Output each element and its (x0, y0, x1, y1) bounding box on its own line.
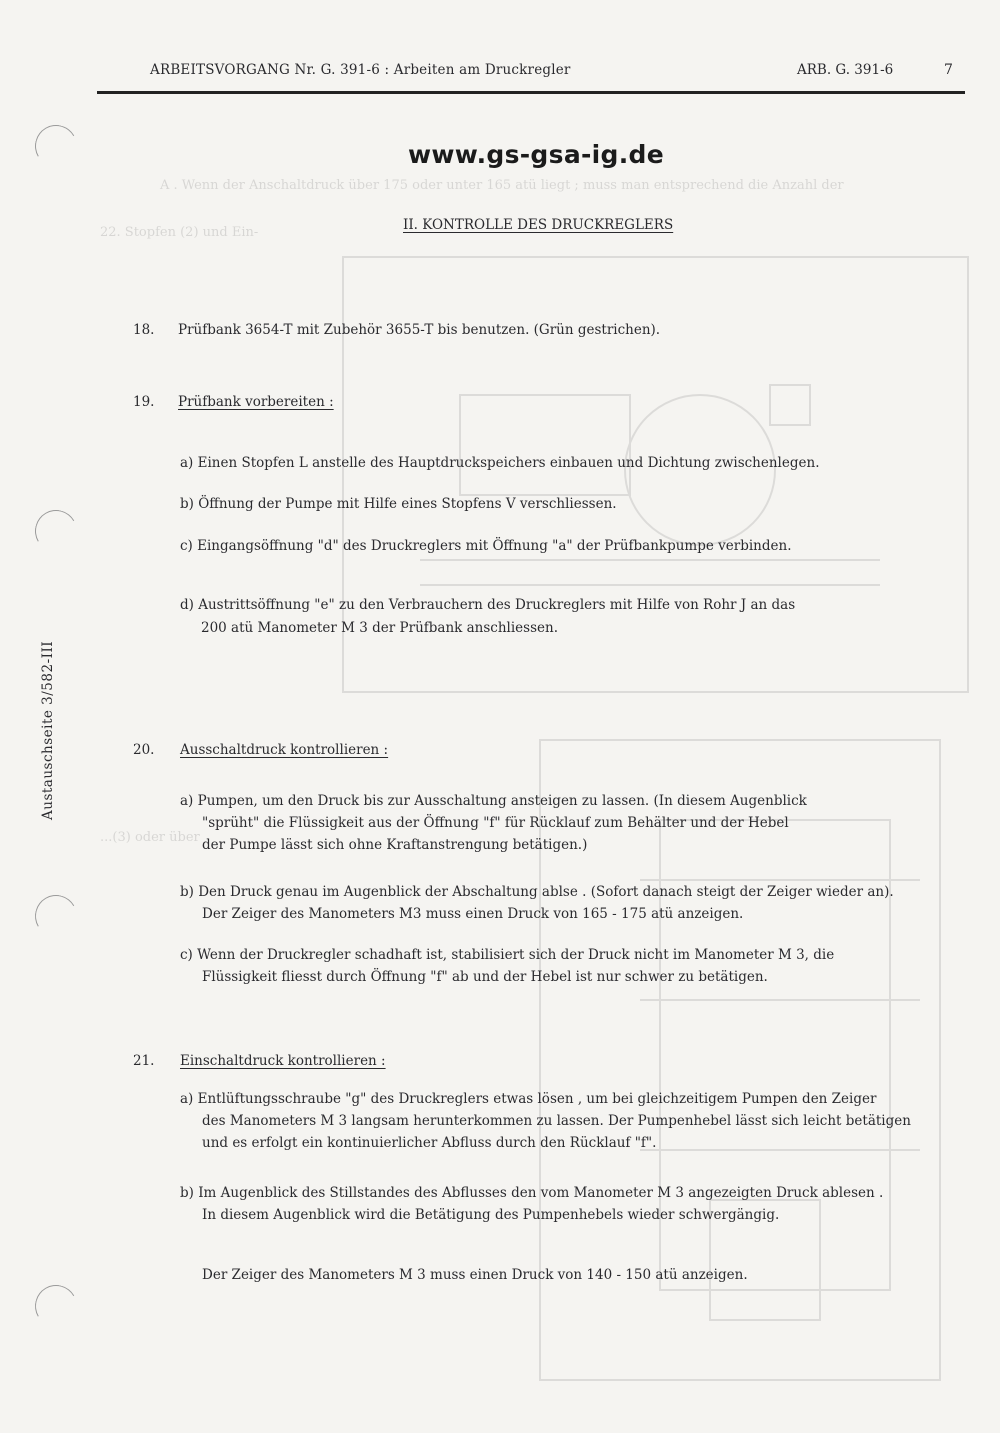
step-item-continued: des Manometers M 3 langsam herunterkommen zu lassen. Der Pumpenhebel lässt sich leicht betätigen (202, 1113, 911, 1129)
step-item: c) Eingangsöffnung "d" des Druckreglers mit Öffnung "a" der Prüfbankpumpe verbinden. (180, 538, 792, 554)
step-item: d) Austrittsöffnung "e" zu den Verbrauchern des Druckreglers mit Hilfe von Rohr J an das (180, 597, 796, 613)
header-rule (97, 91, 965, 94)
step-number: 18. (133, 322, 155, 338)
show-through-text: ...(3) oder über (100, 830, 200, 845)
step-item-continued: In diesem Augenblick wird die Betätigung des Pumpenhebels wieder schwergängig. (202, 1207, 780, 1223)
show-through-text: 22. Stopfen (2) und Ein- (100, 225, 259, 240)
watermark-url: www.gs-gsa-ig.de (408, 140, 664, 169)
step-item: b) Öffnung der Pumpe mit Hilfe eines Stopfens V verschliessen. (180, 496, 617, 512)
step-item-continued: 200 atü Manometer M 3 der Prüfbank anschliessen. (201, 620, 558, 636)
side-note: Austauschseite 3/582-III (40, 640, 56, 820)
final-statement: Der Zeiger des Manometers M 3 muss einen Druck von 140 - 150 atü anzeigen. (202, 1267, 748, 1283)
step-item-continued: der Pumpe lässt sich ohne Kraftanstrengung betätigen.) (202, 837, 588, 853)
step-item: a) Einen Stopfen L anstelle des Hauptdruckspeichers einbauen und Dichtung zwischenlegen. (180, 455, 820, 471)
step-title: Ausschaltdruck kontrollieren : (180, 742, 389, 758)
step-item: a) Entlüftungsschraube "g" des Druckreglers etwas lösen , um bei gleichzeitigem Pumpen den Zeiger (180, 1091, 877, 1107)
step-text: Prüfbank 3654-T mit Zubehör 3655-T bis benutzen. (Grün gestrichen). (178, 322, 661, 338)
step-title: Einschaltdruck kontrollieren : (180, 1053, 386, 1069)
step-item-continued: "sprüht" die Flüssigkeit aus der Öffnung "f" für Rücklauf zum Behälter und der Hebel (202, 815, 789, 831)
header-title: ARBEITSVORGANG Nr. G. 391-6 : Arbeiten am Druckregler (150, 62, 571, 78)
step-title: Prüfbank vorbereiten : (178, 394, 334, 410)
step-item: b) Im Augenblick des Stillstandes des Abflusses den vom Manometer M 3 angezeigten Druck ablesen . (180, 1185, 884, 1201)
step-number: 21. (133, 1053, 155, 1069)
step-item: b) Den Druck genau im Augenblick der Abschaltung ablse . (Sofort danach steigt der Zeiger wieder an). (180, 884, 894, 900)
step-item-continued: und es erfolgt ein kontinuierlicher Abfluss durch den Rücklauf "f". (202, 1135, 657, 1151)
step-number: 20. (133, 742, 155, 758)
step-item-continued: Flüssigkeit fliesst durch Öffnung "f" ab und der Hebel ist nur schwer zu betätigen. (202, 969, 768, 985)
show-through-text: A . Wenn der Anschaltdruck über 175 oder unter 165 atü liegt ; muss man entsprechend die Anzahl der (160, 178, 844, 193)
page-number: 7 (944, 62, 953, 78)
section-title: II. KONTROLLE DES DRUCKREGLERS (403, 217, 674, 233)
step-item-continued: Der Zeiger des Manometers M3 muss einen Druck von 165 - 175 atü anzeigen. (202, 906, 744, 922)
step-number: 19. (133, 394, 155, 410)
step-item: a) Pumpen, um den Druck bis zur Ausschaltung ansteigen zu lassen. (In diesem Augenblick (180, 793, 807, 809)
step-item: c) Wenn der Druckregler schadhaft ist, stabilisiert sich der Druck nicht im Manometer M 3, die (180, 947, 835, 963)
header-reference: ARB. G. 391-6 (797, 62, 894, 78)
